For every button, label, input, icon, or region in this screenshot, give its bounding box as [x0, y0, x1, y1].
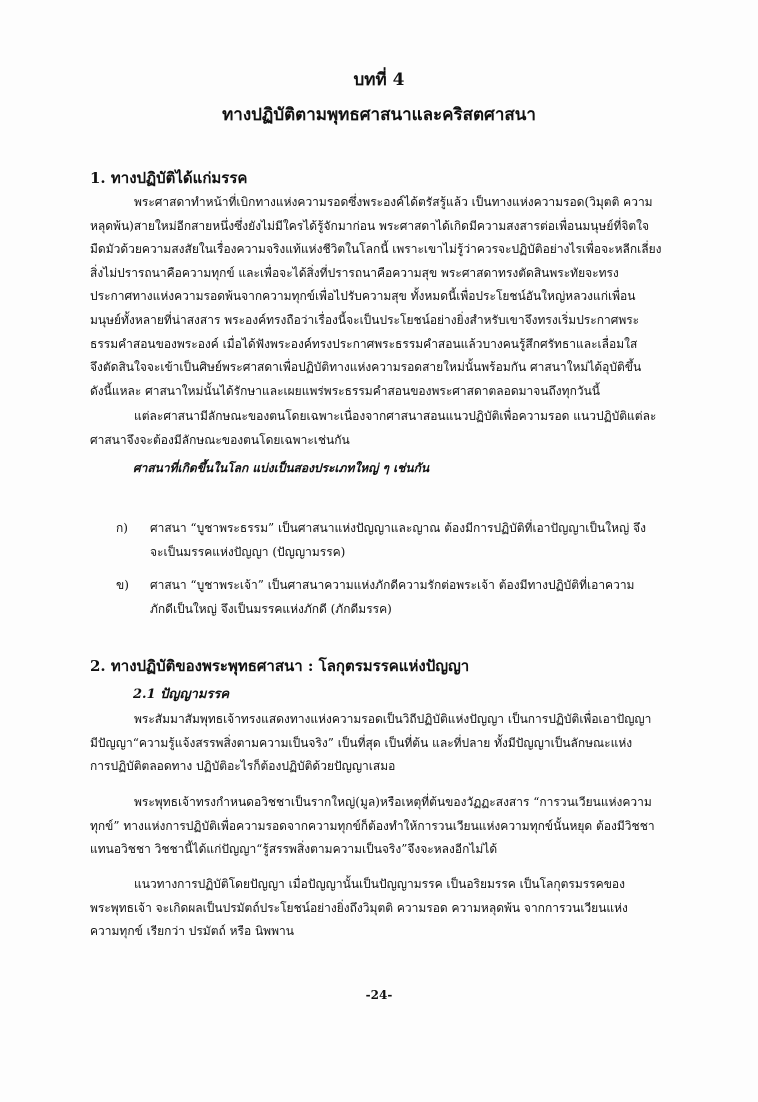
text-line: จึงตัดสินใจจะเข้าเป็นศิษย์พระศาสดาเพื่อปฏิบัติทางแห่งความรอดสายใหม่นั้นพร้อมกัน ศาสนาใหม่ได้อุบัติขึ้น	[90, 360, 642, 375]
text-line: พระศาสดาทำหน้าที่เบิกทางแห่งความรอดซึ่งพระองค์ได้ตรัสรู้แล้ว เป็นทางแห่งความรอด(วิมุตติ ความ	[134, 195, 653, 209]
text-line: หลุดพ้น)สายใหม่อีกสายหนึ่งซึ่งยังไม่มีใครได้รู้จักมาก่อน พระศาสดาได้เกิดมีความสงสารต่อเพื่อนมนุษย์ที่จิตใจ	[90, 218, 650, 233]
text-line: จะเป็นมรรคแห่งปัญญา (ปัญญามรรค)	[150, 544, 346, 559]
chapter-title: ทางปฏิบัติตามพุทธศาสนาและคริสตศาสนา	[222, 105, 536, 125]
text-line: ทุกข์” ทางแห่งการปฏิบัติเพื่อความรอดจากความทุกข์ก็ต้องทำให้การวนเวียนแห่งความทุกข์นั้นหยุด ต้องมีวิชชา	[90, 818, 655, 833]
text-line: มีปัญญา“ความรู้แจ้งสรรพสิ่งตามความเป็นจริง” เป็นที่สุด เป็นที่ต้น และที่ปลาย ทั้งมีปัญญาเป็นลักษณะแห่ง	[90, 735, 633, 750]
section-2-heading: 2. ทางปฏิบัติของพระพุทธศาสนา : โลกุตรมรรคแห่งปัญญา	[90, 657, 470, 675]
section-1-heading: 1. ทางปฏิบัติได้แก่มรรค	[90, 169, 248, 187]
text-line: แนวทางการปฏิบัติโดยปัญญา เมื่อปัญญานั้นเป็นปัญญามรรค เป็นอริยมรรค เป็นโลกุตรมรรคของ	[134, 877, 625, 891]
text-line: ศาสนา “บูชาพระธรรม” เป็นศาสนาแห่งปัญญาและญาณ ต้องมีการปฏิบัติที่เอาปัญญาเป็นใหญ่ จึง	[150, 521, 646, 535]
text-line: ดังนี้แหละ ศาสนาใหม่นั้นได้รักษาและเผยแพร่พระธรรมคำสอนของพระศาสดาตลอดมาจนถึงทุกวันนี้	[90, 383, 600, 398]
page-number: -24-	[365, 988, 393, 1002]
text-line: มนุษย์ทั้งหลายที่น่าสงสาร พระองค์ทรงถือว่าเรื่องนี้จะเป็นประโยชน์อย่างยิ่งสำหรับเขาจึงทรงเริ่มประกาศพระ	[90, 312, 640, 327]
text-line: ภักดีเป็นใหญ่ จึงเป็นมรรคแห่งภักดี (ภักดีมรรค)	[150, 601, 392, 616]
text-line: แทนอวิชชา วิชชานี้ได้แก่ปัญญา“รู้สรรพสิ่งตามความเป็นจริง”จึงจะหลงอีกไม่ได้	[90, 842, 498, 857]
text-line: พระพุทธเจ้า จะเกิดผลเป็นปรมัตถ์ประโยชน์อย่างยิ่งถึงวิมุตติ ความรอด ความหลุดพ้น จากการวนเวียนแห่ง	[90, 900, 628, 915]
text-line: ประกาศทางแห่งความรอดพ้นจากความทุกข์เพื่อไปรับความสุข ทั้งหมดนี้เพื่อประโยชน์อันใหญ่หลวงแก่เพื่อน	[90, 289, 636, 304]
section-1-paragraph-1	[90, 191, 696, 403]
religion-types-heading: ศาสนาที่เกิดขึ้นในโลก แบ่งเป็นสองประเภทใหญ่ ๆ เช่นกัน	[133, 461, 430, 475]
section-2-paragraph-1	[90, 708, 696, 779]
text-line: ศาสนาจึงจะต้องมีลักษณะของตนโดยเฉพาะเช่นกัน	[90, 432, 350, 447]
list-marker: ก)	[116, 521, 128, 535]
chapter-heading: บทที่ 4	[353, 70, 405, 90]
text-line: พระสัมมาสัมพุทธเจ้าทรงแสดงทางแห่งความรอดเป็นวิถีปฏิบัติแห่งปัญญา เป็นการปฏิบัติเพื่อเอาปัญญา	[134, 712, 652, 726]
text-line: พระพุทธเจ้าทรงกำหนดอวิชชาเป็นรากใหญ่(มูล)หรือเหตุที่ต้นของวัฏฏะสงสาร “การวนเวียนแห่งความ	[134, 795, 652, 809]
section-1-paragraph-2	[90, 405, 696, 452]
text-line: สิ่งไม่ปรารถนาคือความทุกข์ และเพื่อจะได้สิ่งที่ปรารถนาคือความสุข พระศาสดาทรงตัดสินพระทัยจะทรง	[90, 265, 619, 280]
text-line: ศาสนา “บูชาพระเจ้า” เป็นศาสนาความแห่งภักดีความรักต่อพระเจ้า ต้องมีทางปฏิบัติที่เอาความ	[150, 578, 635, 592]
section-2-paragraph-2	[90, 791, 696, 862]
list-item	[116, 517, 698, 564]
section-2-paragraph-3	[90, 873, 696, 944]
text-line: มืดมัวด้วยความสงสัยในเรื่องความจริงแท้แห่งชีวิตในโลกนี้ เพราะเขาไม่รู้ว่าควรจะปฏิบัติอย่างไรเพื่อจะหลีกเลี่ยง	[90, 242, 662, 257]
subsection-heading: 2.1 ปัญญามรรค	[133, 687, 230, 702]
text-line: ธรรมคำสอนของพระองค์ เมื่อได้ฟังพระองค์ทรงประกาศพระธรรมคำสอนแล้วบางคนรู้สึกศรัทธาและเลื่อมใส	[90, 336, 638, 351]
text-line: แต่ละศาสนามีลักษณะของตนโดยเฉพาะเนื่องจากศาสนาสอนแนวปฏิบัติเพื่อความรอด แนวปฏิบัติแต่ละ	[134, 409, 657, 423]
list-item	[116, 574, 698, 621]
text-line: การปฏิบัติตลอดทาง ปฏิบัติอะไรก็ต้องปฏิบัติด้วยปัญญาเสมอ	[90, 759, 396, 774]
text-line: ความทุกข์ เรียกว่า ปรมัตถ์ หรือ นิพพาน	[90, 924, 294, 939]
list-marker: ข)	[116, 578, 129, 592]
